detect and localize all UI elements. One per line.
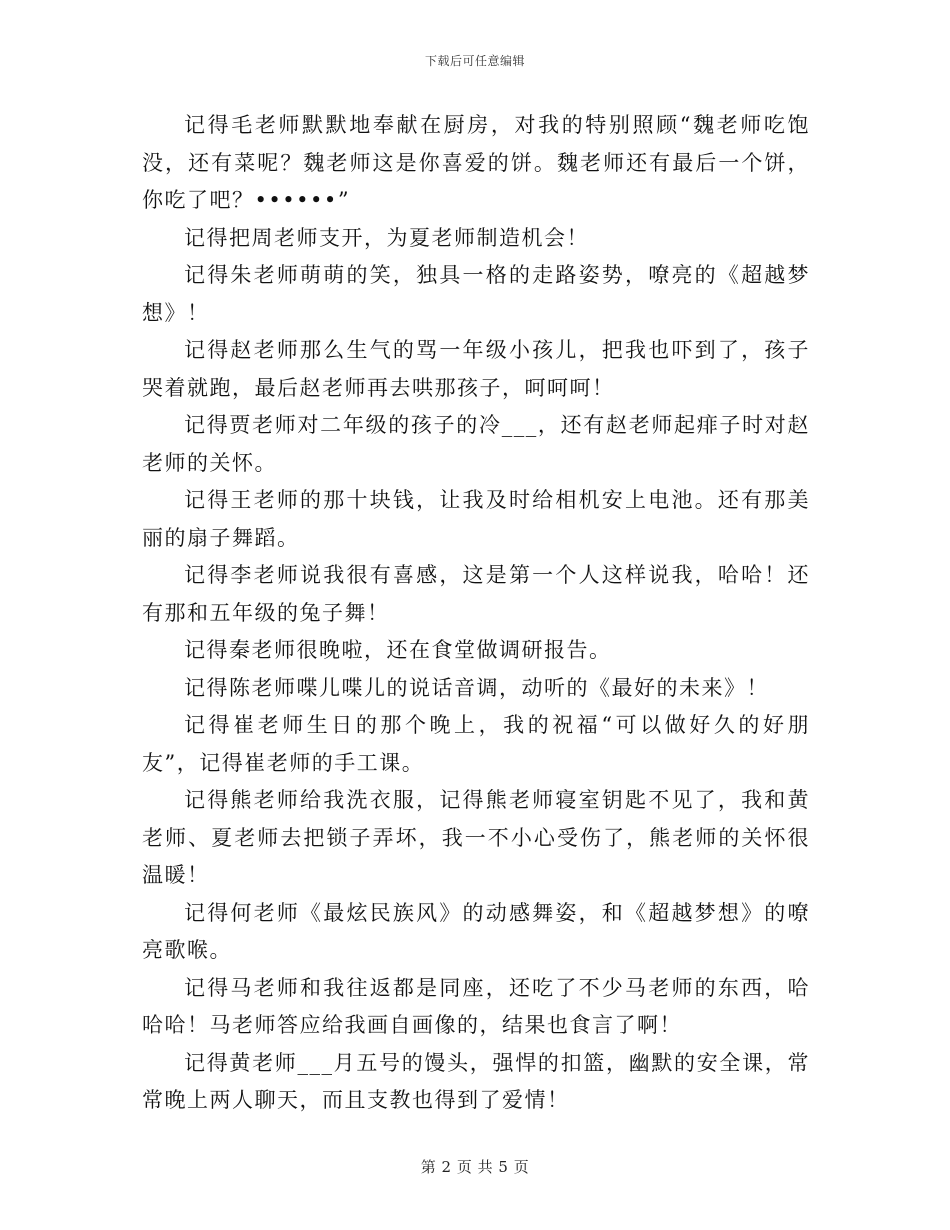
paragraph-he: 记得何老师《最炫民族风》的动感舞姿，和《超越梦想》的嘹亮歌喉。 <box>142 900 810 962</box>
paragraph-huang: 记得黄老师___月五号的馒头，强悍的扣篮，幽默的安全课，常常晚上两人聊天，而且支教也得到了爱情！ <box>142 1050 810 1112</box>
paragraph-jia: 记得贾老师对二年级的孩子的冷___，还有赵老师起痱子时对赵老师的关怀。 <box>142 413 810 475</box>
paragraph-zhou: 记得把周老师支开，为夏老师制造机会！ <box>184 225 589 250</box>
paragraph-li: 记得李老师说我很有喜感，这是第一个人这样说我，哈哈！还有那和五年级的兔子舞！ <box>142 563 810 625</box>
page-header: 下载后可任意编辑 <box>424 54 525 68</box>
paragraph-ma: 记得马老师和我往返都是同座，还吃了不少马老师的东西，哈哈哈！马老师答应给我画自画像的，结果也食言了啊！ <box>142 975 810 1037</box>
page-number-footer: 第 2 页 共 5 页 <box>420 1158 530 1176</box>
paragraph-zhao: 记得赵老师那么生气的骂一年级小孩儿，把我也吓到了，孩子哭着就跑，最后赵老师再去哄那孩子，呵呵呵！ <box>142 338 810 400</box>
paragraph-cui: 记得崔老师生日的那个晚上，我的祝福“可以做好久的好朋友”，记得崔老师的手工课。 <box>142 713 810 775</box>
paragraph-mao: 记得毛老师默默地奉献在厨房，对我的特别照顾“魏老师吃饱没，还有菜呢？魏老师这是你喜爱的饼。魏老师还有最后一个饼，你吃了吧？••••••” <box>142 113 810 212</box>
paragraph-qin: 记得秦老师很晚啦，还在食堂做调研报告。 <box>184 638 612 662</box>
paragraph-chen: 记得陈老师喋儿喋儿的说话音调，动听的《最好的未来》！ <box>184 675 769 700</box>
paragraph-xiong: 记得熊老师给我洗衣服，记得熊老师寝室钥匙不见了，我和黄老师、夏老师去把锁子弄坏，我一不小心受伤了，熊老师的关怀很温暖！ <box>142 788 810 887</box>
document-body <box>142 107 810 1120</box>
paragraph-wang: 记得王老师的那十块钱，让我及时给相机安上电池。还有那美丽的扇子舞蹈。 <box>142 488 810 550</box>
paragraph-zhu: 记得朱老师萌萌的笑，独具一格的走路姿势，嘹亮的《超越梦想》！ <box>142 263 810 325</box>
